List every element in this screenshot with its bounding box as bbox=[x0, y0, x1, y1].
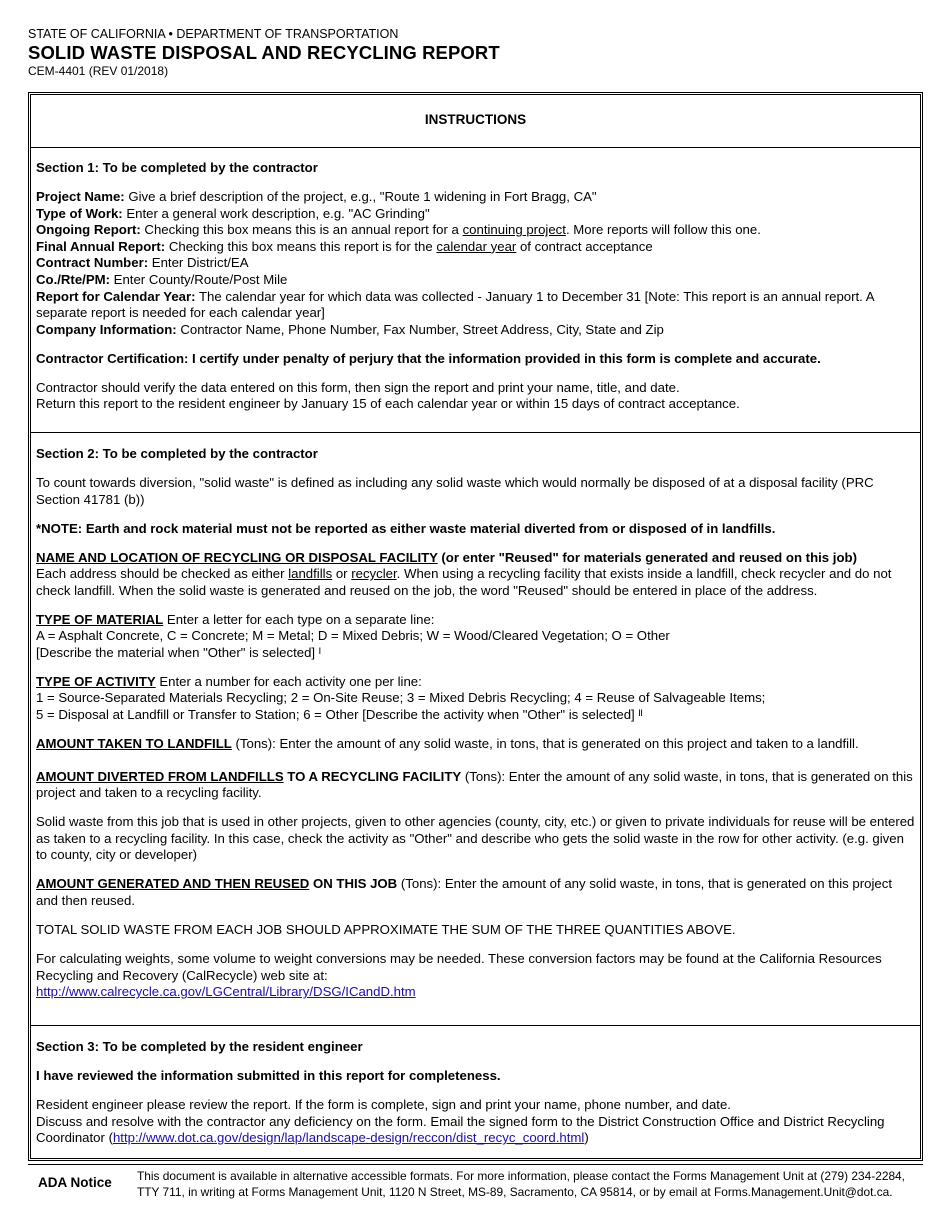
facility-text-c: . When using a recycling facility that exists inside a landfill, check recycler and do not check landfill. When the solid waste is generated and reused on the job, the word "Reused" should be entered in place of the address. bbox=[36, 566, 892, 598]
divider-section-2 bbox=[31, 1025, 920, 1026]
activity-heading-text: Enter a number for each activity one per line: bbox=[155, 673, 422, 689]
section-3 bbox=[36, 1039, 916, 1147]
discuss-close: ) bbox=[584, 1130, 589, 1146]
discuss-instruction bbox=[36, 1114, 916, 1147]
activity-heading bbox=[36, 674, 916, 691]
instructions-inner-frame bbox=[30, 94, 921, 1159]
divider-section-1 bbox=[31, 432, 920, 433]
company-info-text: Contractor Name, Phone Number, Fax Number, Street Address, City, State and Zip bbox=[176, 321, 664, 337]
contract-number-label: Contract Number: bbox=[36, 255, 149, 271]
material-heading-text: Enter a letter for each type on a separate line: bbox=[163, 611, 435, 627]
co-rte-pm-label: Co./Rte/PM: bbox=[36, 271, 110, 287]
section-1-heading: Section 1: To be completed by the contractor bbox=[36, 160, 318, 175]
project-name-item bbox=[36, 189, 916, 206]
final-report-item bbox=[36, 239, 916, 256]
material-heading bbox=[36, 612, 916, 629]
landfill-amount-text: (Tons): Enter the amount of any solid waste, in tons, that is generated on this project and taken to a landfill. bbox=[231, 736, 859, 752]
total-solid-waste-note: TOTAL SOLID WASTE FROM EACH JOB SHOULD APPROXIMATE THE SUM OF THE THREE QUANTITIES ABOVE. bbox=[36, 921, 736, 937]
landfill-amount-heading: AMOUNT TAKEN TO LANDFILL bbox=[36, 736, 232, 752]
diverted-amount bbox=[36, 769, 916, 802]
co-rte-pm-item bbox=[36, 272, 916, 289]
activity-codes-line-1: 1 = Source-Separated Materials Recycling; 2 = On-Site Reuse; 3 = Mixed Debris Recycling; 4 = Reuse of Salvageable Items; bbox=[36, 690, 766, 706]
section-2 bbox=[36, 446, 916, 1001]
calrecycle-link[interactable]: http://www.calrecycle.ca.gov/LGCentral/Library/DSG/ICandD.htm bbox=[36, 984, 416, 1000]
facility-heading-underline: NAME AND LOCATION OF RECYCLING OR DISPOSAL FACILITY bbox=[36, 549, 438, 565]
solid-waste-definition: To count towards diversion, "solid waste" is defined as including any solid waste which would normally be disposed of at a disposal facility (PRC Section 41781 (b)) bbox=[36, 474, 874, 507]
activity-heading-underline: TYPE OF ACTIVITY bbox=[36, 673, 156, 689]
facility-description bbox=[36, 566, 916, 599]
reused-amount-heading-tail: ON THIS JOB bbox=[309, 876, 398, 892]
form-code: CEM-4401 (REV 01/2018) bbox=[28, 64, 169, 78]
agency-header: STATE OF CALIFORNIA • DEPARTMENT OF TRANSPORTATION bbox=[28, 27, 399, 41]
reused-amount-text: (Tons): Enter the amount of any solid waste, in tons, that is generated on this project and then reused. bbox=[36, 876, 893, 908]
ongoing-report-text-b: . More reports will follow this one. bbox=[565, 222, 761, 238]
reused-amount bbox=[36, 876, 916, 909]
material-codes: A = Asphalt Concrete, C = Concrete; M = Metal; D = Mixed Debris; W = Wood/Cleared Vegetation; O = Other bbox=[36, 628, 670, 644]
form-title: SOLID WASTE DISPOSAL AND RECYCLING REPORT bbox=[28, 42, 500, 63]
material-heading-underline: TYPE OF MATERIAL bbox=[36, 611, 164, 627]
reviewed-statement: I have reviewed the information submitted in this report for completeness. bbox=[36, 1067, 501, 1083]
company-info-label: Company Information: bbox=[36, 321, 177, 337]
diverted-amount-heading: AMOUNT DIVERTED FROM LANDFILLS bbox=[36, 768, 284, 784]
ongoing-report-item bbox=[36, 222, 916, 239]
ada-divider bbox=[28, 1164, 923, 1165]
calendar-year-text: The calendar year for which data was collected - January 1 to December 31 [Note: This report is an annual report. A separate report is needed for each calendar year] bbox=[36, 288, 874, 321]
diverted-amount-heading-tail: TO A RECYCLING FACILITY bbox=[283, 768, 462, 784]
instructions-box bbox=[28, 92, 923, 1161]
return-instruction: Return this report to the resident engineer by January 15 of each calendar year or within 15 days of contract acceptance. bbox=[36, 396, 740, 412]
facility-recycler: recycler bbox=[351, 566, 397, 582]
section-3-heading: Section 3: To be completed by the resident engineer bbox=[36, 1039, 363, 1054]
divider-instructions bbox=[31, 147, 920, 148]
calendar-year-label: Report for Calendar Year: bbox=[36, 288, 196, 304]
material-other: [Describe the material when "Other" is selected] ᴵ bbox=[36, 644, 321, 660]
facility-landfills: landfills bbox=[288, 566, 333, 582]
ongoing-report-label: Ongoing Report: bbox=[36, 222, 141, 238]
review-instruction: Resident engineer please review the report. If the form is complete, sign and print your name, phone number, and date. bbox=[36, 1096, 731, 1112]
facility-text-or: or bbox=[332, 566, 352, 582]
type-of-work-label: Type of Work: bbox=[36, 205, 123, 221]
ada-notice-label: ADA Notice bbox=[38, 1175, 112, 1190]
section-2-heading: Section 2: To be completed by the contractor bbox=[36, 446, 318, 461]
discuss-text: Discuss and resolve with the contractor any deficiency on the form. Email the signed form to the District Construction Office and District Recycling Coordinator ( bbox=[36, 1113, 885, 1146]
reused-amount-heading: AMOUNT GENERATED AND THEN REUSED bbox=[36, 876, 310, 892]
activity-codes-line-2: 5 = Disposal at Landfill or Transfer to Station; 6 = Other [Describe the activity when "Other" is selected] ᴵᴵ bbox=[36, 707, 643, 723]
final-report-label: Final Annual Report: bbox=[36, 238, 166, 254]
final-report-text-underline: calendar year bbox=[436, 238, 517, 254]
final-report-text-b: of contract acceptance bbox=[516, 238, 653, 254]
project-name-label: Project Name: bbox=[36, 188, 125, 204]
recycling-coordinator-link[interactable]: http://www.dot.ca.gov/design/lap/landscape-design/reccon/dist_recyc_coord.html bbox=[112, 1130, 585, 1146]
facility-heading-note: (or enter "Reused" for materials generated and reused on this job) bbox=[437, 549, 857, 565]
final-report-text-a: Checking this box means this report is for the bbox=[165, 238, 437, 254]
facility-heading bbox=[36, 550, 916, 567]
facility-text-a: Each address should be checked as either bbox=[36, 566, 289, 582]
contract-number-text: Enter District/EA bbox=[148, 255, 249, 271]
earth-rock-note: *NOTE: Earth and rock material must not be reported as either waste material diverted from or disposed of in landfills. bbox=[36, 520, 776, 536]
project-name-text: Give a brief description of the project, e.g., "Route 1 widening in Fort Bragg, CA" bbox=[124, 188, 597, 204]
type-of-work-item bbox=[36, 206, 916, 223]
co-rte-pm-text: Enter County/Route/Post Mile bbox=[110, 271, 288, 287]
section-1 bbox=[36, 160, 916, 413]
diverted-amount-text: (Tons): Enter the amount of any solid waste, in tons, that is generated on this project and taken to a recycling facility. bbox=[36, 768, 913, 801]
calendar-year-item bbox=[36, 289, 916, 322]
type-of-work-text: Enter a general work description, e.g. "AC Grinding" bbox=[122, 205, 430, 221]
verify-instruction: Contractor should verify the data entered on this form, then sign the report and print your name, title, and date. bbox=[36, 379, 680, 395]
ongoing-report-text-underline: continuing project bbox=[462, 222, 566, 238]
company-info-item bbox=[36, 322, 916, 339]
ada-notice-text: This document is available in alternative accessible formats. For more information, please contact the Forms Management Unit at (279) 234-2284, TTY 711, in writing at Forms Management Unit, 1120 N Street, MS-89, Sacramento, CA 95814, or by email at Forms.Management.Unit@dot.ca. bbox=[137, 1169, 905, 1199]
instructions-title: INSTRUCTIONS bbox=[424, 112, 527, 127]
landfill-amount bbox=[36, 736, 916, 753]
ongoing-report-text-a: Checking this box means this is an annual report for a bbox=[140, 222, 463, 238]
other-projects-note: Solid waste from this job that is used in other projects, given to other agencies (county, city, etc.) or given to private individuals for reuse will be entered as taken to a recycling facility. In this case, check the activity as "Other" and describe who gets the solid waste in the row for other activity. (e.g. given to county, city or developer) bbox=[36, 814, 915, 863]
contract-number-item bbox=[36, 255, 916, 272]
conversion-note: For calculating weights, some volume to weight conversions may be needed. These conversion factors may be found at the California Resources Recycling and Recovery (CalRecycle) web site at: bbox=[36, 950, 882, 983]
contractor-certification: Contractor Certification: I certify under penalty of perjury that the information provided in this form is complete and accurate. bbox=[36, 350, 821, 366]
